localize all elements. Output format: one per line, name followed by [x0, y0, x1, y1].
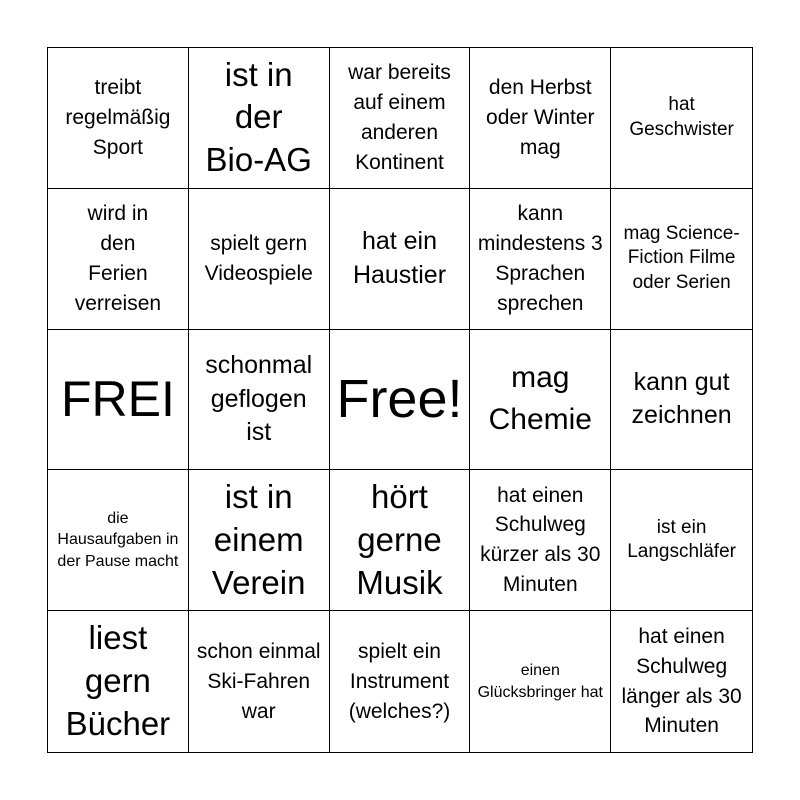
bingo-cell[interactable] [48, 330, 189, 471]
cell-text: Free! [336, 368, 463, 429]
cell-text: ist ein Langschläfer [627, 516, 736, 563]
bingo-cell[interactable] [611, 48, 752, 189]
cell-text: hat Geschwister [629, 94, 734, 140]
bingo-cell[interactable] [48, 611, 189, 752]
bingo-cell[interactable] [189, 611, 330, 752]
bingo-cell[interactable] [611, 470, 752, 611]
bingo-cell[interactable] [189, 48, 330, 189]
cell-text: ist in der Bio-AG [205, 55, 312, 179]
bingo-cell[interactable] [189, 189, 330, 330]
bingo-cell[interactable] [611, 189, 752, 330]
bingo-cell[interactable] [189, 330, 330, 471]
bingo-cell[interactable] [48, 48, 189, 189]
cell-text: kann mindestens 3 Sprachen sprechen [477, 202, 603, 315]
bingo-cell[interactable] [470, 611, 611, 752]
bingo-cell[interactable] [470, 48, 611, 189]
bingo-cell[interactable] [470, 330, 611, 471]
cell-text: spielt gern Videospiele [204, 231, 313, 285]
cell-text: den Herbst oder Winter mag [486, 76, 595, 159]
cell-text: hat einen Schulweg kürzer als 30 Minuten [480, 483, 601, 597]
cell-text: mag Chemie [488, 361, 592, 437]
cell-text: ist in einem Verein [211, 477, 306, 601]
bingo-cell[interactable] [189, 470, 330, 611]
cell-text: einen Glücksbringer hat [477, 662, 603, 701]
cell-text: schon einmal Ski-Fahren war [196, 639, 321, 723]
cell-text: schonmal geflogen ist [205, 350, 313, 447]
bingo-cell[interactable] [330, 48, 471, 189]
cell-text: hat einen Schulweg länger als 30 Minuten [621, 624, 742, 738]
cell-text: hat ein Haustier [352, 226, 447, 289]
bingo-cell[interactable] [611, 330, 752, 471]
bingo-cell[interactable] [330, 330, 471, 471]
bingo-cell[interactable] [611, 611, 752, 752]
bingo-cell[interactable] [330, 611, 471, 752]
cell-text: kann gut zeichnen [631, 367, 732, 430]
bingo-cell[interactable] [470, 470, 611, 611]
cell-text: treibt regelmäßig Sport [65, 76, 171, 159]
cell-text: hört gerne Musik [356, 477, 443, 601]
cell-text: spielt ein Instrument (welches?) [348, 639, 451, 723]
bingo-cell[interactable] [330, 470, 471, 611]
cell-text: liest gern Bücher [65, 619, 171, 743]
cell-text: war bereits auf einem anderen Kontinent [348, 61, 451, 174]
bingo-cell[interactable] [470, 189, 611, 330]
bingo-cell[interactable] [330, 189, 471, 330]
cell-text: FREI [60, 370, 175, 427]
cell-text: mag Science-Fiction Filme oder Serien [623, 222, 740, 294]
cell-text: wird in den Ferien verreisen [74, 202, 162, 315]
cell-text: die Hausaufgaben in der Pause macht [57, 509, 179, 571]
bingo-cell[interactable] [48, 470, 189, 611]
bingo-board [47, 47, 753, 753]
bingo-cell[interactable] [48, 189, 189, 330]
